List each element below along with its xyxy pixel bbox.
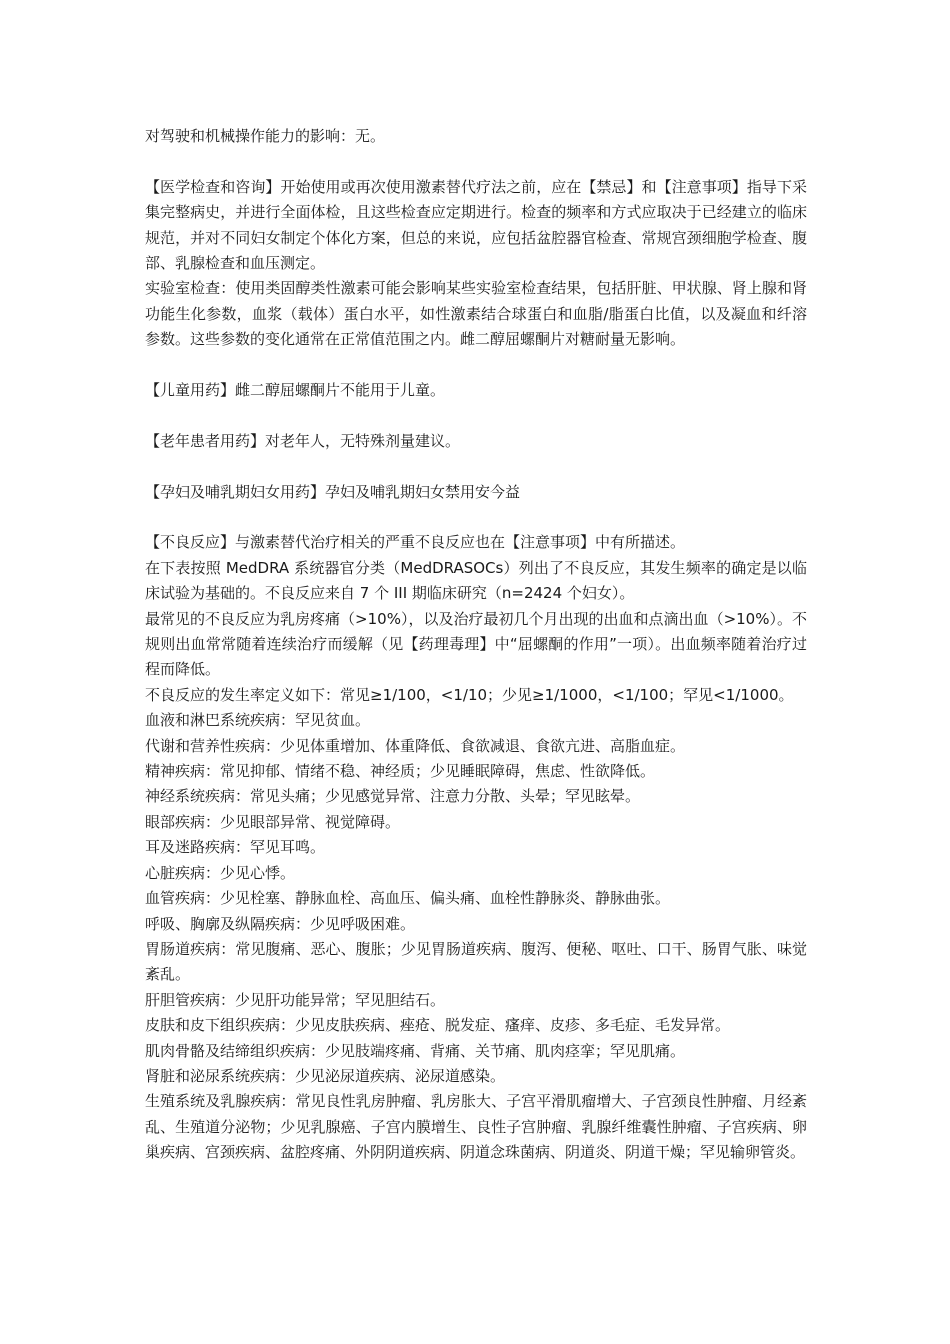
- paragraph-medical-exam: 【医学检查和咨询】开始使用或再次使用激素替代疗法之前，应在【禁忌】和【注意事项】指导下采集完整病史，并进行全面体检，且这些检查应定期进行。检查的频率和方式应取决于已经建立的临床规范，并对不同妇女制定个体化方案，但总的来说，应包括盆腔器官检查、常规宫颈细胞学检查、腹部、乳腺检查和血压测定。: [145, 177, 807, 273]
- paragraph-cardiac-disorders: 心脏疾病：少见心悸。: [145, 863, 296, 882]
- paragraph-spacer: [145, 149, 807, 174]
- paragraph-children: 【儿童用药】雌二醇屈螺酮片不能用于儿童。: [145, 381, 446, 400]
- paragraph-adverse-intro: 【不良反应】与激素替代治疗相关的严重不良反应也在【注意事项】中有所描述。: [145, 533, 686, 552]
- paragraph-skin-disorders: 皮肤和皮下组织疾病：少见皮肤疾病、痤疮、脱发症、瘙痒、皮疹、多毛症、毛发异常。: [145, 1016, 731, 1035]
- paragraph-gastro-disorders: 胃肠道疾病：常见腹痛、恶心、腹胀；少见胃肠道疾病、腹泻、便秘、呕吐、口干、肠胃气胀、味觉紊乱。: [145, 939, 807, 984]
- paragraph-spacer: [145, 505, 807, 530]
- paragraph-hepatobiliary-disorders: 肝胆管疾病：少见肝功能异常；罕见胆结石。: [145, 990, 446, 1009]
- paragraph-nervous-disorders: 神经系统疾病：常见头痛；少见感觉异常、注意力分散、头晕；罕见眩晕。: [145, 787, 641, 806]
- document-body: [145, 124, 807, 1166]
- paragraph-spacer: [145, 353, 807, 378]
- paragraph-psychiatric-disorders: 精神疾病：常见抑郁、情绪不稳、神经质；少见睡眠障碍，焦虑、性欲降低。: [145, 762, 656, 781]
- paragraph-frequency-definition: 不良反应的发生率定义如下：常见≥1/100，<1/10；少见≥1/1000，<1/100；罕见<1/1000。: [145, 685, 794, 704]
- paragraph-eye-disorders: 眼部疾病：少见眼部异常、视觉障碍。: [145, 812, 401, 831]
- paragraph-adverse-table: 在下表按照 MedDRA 系统器官分类（MedDRASOCs）列出了不良反应，其发生频率的确定是以临床试验为基础的。不良反应来自 7 个 III 期临床研究（n=2424 个妇女）。: [145, 558, 807, 603]
- paragraph-renal-disorders: 肾脏和泌尿系统疾病：少见泌尿道疾病、泌尿道感染。: [145, 1066, 506, 1085]
- paragraph-pregnancy: 【孕妇及哺乳期妇女用药】孕妇及哺乳期妇女禁用安今益: [145, 482, 521, 501]
- paragraph-respiratory-disorders: 呼吸、胸廓及纵隔疾病：少见呼吸困难。: [145, 914, 416, 933]
- paragraph-vascular-disorders: 血管疾病：少见栓塞、静脉血栓、高血压、偏头痛、血栓性静脉炎、静脉曲张。: [145, 889, 671, 908]
- paragraph-reproductive-disorders: 生殖系统及乳腺疾病：常见良性乳房肿瘤、乳房胀大、子宫平滑肌瘤增大、子宫颈良性肿瘤、月经紊乱、生殖道分泌物；少见乳腺癌、子宫内膜增生、良性子宫肿瘤、乳腺纤维囊性肿瘤、子宫疾病、卵巢疾病、宫颈疾病、盆腔疼痛、外阴阴道疾病、阴道念珠菌病、阴道炎、阴道干燥；罕见输卵管炎。: [145, 1092, 807, 1162]
- paragraph-blood-disorders: 血液和淋巴系统疾病：罕见贫血。: [145, 711, 371, 730]
- paragraph-driving: 对驾驶和机械操作能力的影响：无。: [145, 127, 386, 145]
- paragraph-metabolism-disorders: 代谢和营养性疾病：少见体重增加、体重降低、食欲减退、食欲亢进、高脂血症。: [145, 736, 686, 755]
- paragraph-musculoskeletal-disorders: 肌肉骨骼及结缔组织疾病：少见肢端疼痛、背痛、关节痛、肌肉痉挛；罕见肌痛。: [145, 1041, 686, 1060]
- paragraph-ear-disorders: 耳及迷路疾病：罕见耳鸣。: [145, 838, 326, 857]
- paragraph-lab-tests: 实验室检查：使用类固醇类性激素可能会影响某些实验室检查结果，包括肝脏、甲状腺、肾上腺和肾功能生化参数，血浆（载体）蛋白水平，如性激素结合球蛋白和血脂/脂蛋白比值，以及凝血和纤溶参数。这些参数的变化通常在正常值范围之内。雌二醇屈螺酮片对糖耐量无影响。: [145, 279, 807, 349]
- paragraph-elderly: 【老年患者用药】对老年人，无特殊剂量建议。: [145, 431, 461, 450]
- paragraph-spacer: [145, 403, 807, 428]
- paragraph-most-common: 最常见的不良反应为乳房疼痛（>10%），以及治疗最初几个月出现的出血和点滴出血（>10%）。不规则出血常常随着连续治疗而缓解（见【药理毒理】中“屈螺酮的作用”一项）。出血频率随着治疗过程而降低。: [145, 609, 807, 679]
- paragraph-spacer: [145, 454, 807, 479]
